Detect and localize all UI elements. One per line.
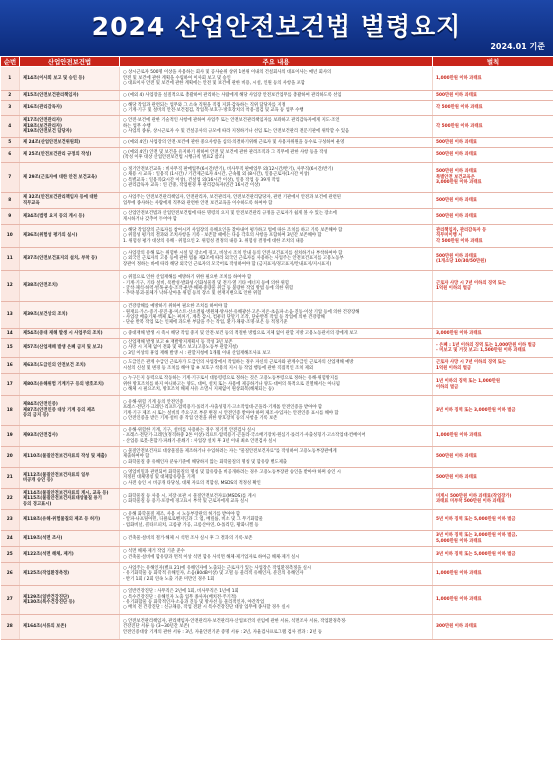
table-row [1,148,553,163]
article-name-line: 제122조(석면 해체, 제거) [23,551,74,557]
content-cell-line: ○ 3일 이상의 휴업 재해 발생 시 : 관할지청에 1개월 이내 산업재해조사표 보고 [123,350,271,356]
penalty-cell-line: 각 500만원 이하 과태료 [436,238,483,244]
content-cell-line: ○ 화학물질 등 용기·포장에 경고표시 부착 및 근로자에게 교육 실시 [123,499,249,504]
penalty-cell [433,510,553,531]
row-number: 5 [1,138,20,148]
content-cell-line: ○ 관리감독자 교육 : 연 간중, 작업변경 후 관리감독자(연간 16시간 이상) [123,182,260,188]
row-number: 20 [1,447,20,468]
row-number: 13 [1,302,20,329]
row-number: 16 [1,358,20,374]
penalty-cell [433,374,553,396]
content-cell [120,531,433,547]
content-cell-line: 안전인증대상 기계의 관한 서류 : 3년, 자율안전기준 증명 서류 : 2년, 자율검사프로그램 검사 결과 : 2년 등 [123,629,323,635]
row-number: 11 [1,248,20,271]
content-cell-line: ○ 기계·기구 및 설비의 안전·보건점검, 작업복·보호구·방호장치의 착용·점검 및 교육 등 업무 수행 [123,108,304,113]
content-cell-line: ○ 유해·위험 기계 등의 안전인증 [123,399,184,405]
penalty-cell-line: 1,000만원 이하 과태료 [436,75,482,81]
article-name [20,91,120,101]
table-row [1,586,553,615]
penalty-cell [433,586,553,615]
penalty-cell-line: 1억원 이하의 벌금 [436,365,472,371]
content-cell-line: - 기계·기구, 기타 설비, 폭발성·발화성·인화성물질 및 전기·열 기타 에너지 등에 의한 위험 [123,280,289,286]
content-cell-line: ○ 건강장해를 예방하기 위하여 필요한 조치를 하여야 함 [123,304,228,310]
penalty-cell [433,67,553,91]
article-name [20,225,120,248]
table-row [1,489,553,510]
article-name-line: 제118조(유해·위험물질의 제조 등 허가) [23,517,101,523]
version-date: 2024.01 기준 [490,42,545,51]
article-name [20,468,120,489]
table-row [1,329,553,339]
content-cell-line: - 추락·붕괴·물체가 낙하·날아올 위험 등의 장소 및 천재지변으로 인한 위험 [123,291,262,297]
row-number: 25 [1,547,20,563]
article-name-line: 제110조(물질안전보건자료의 작성 및 제출) [23,454,107,460]
content-cell-line: 업무에 종사하는 사람에게 직무와 관련한 안전 보건교육을 이수하도록 하여야 함 [123,200,273,206]
penalty-cell-line: 이하의 벌금 [436,384,459,390]
content-cell-line: - 유기화학물 등 화학적 유해인자, 소음(80dB이상) 및 고열 등 물리적 유해인자, 분진의 유해인자 [123,571,304,577]
content-cell-line: ○ 영업비밀과 관련되어 화학물질의 명칭 및 함유량을 비공개하려는 경우 고용노동부장관 승인을 받아야 하며 승인 시 [123,469,341,475]
content-cell-line: ○ 화학물질 등 사용 시, 저장·보관 시 물질안전보건자료(MSDS)를 게시 [123,493,256,499]
article-name-line: 비공개 승인 등) [23,478,53,483]
row-number: 22 [1,489,20,510]
table-row [1,396,553,426]
penalty-cell [433,148,553,163]
law-table [0,56,553,640]
table-row [1,101,553,116]
content-cell [120,358,433,374]
content-cell-line: ○ 일반건강진단 : 사무직은 2년에 1회, 비사무직은 1년에 1회 [123,589,239,595]
content-cell-line: - 프레스·전단기·크레인(정격하중 2톤 이상)·리프트·압력용기·곤돌라·국소배기장치·원심기·롤러기·사출성형기·고소작업대·컨베이어 [123,433,366,439]
content-cell-line: ○ 안전인증을 받은 기계·설비 중 작업 안전을 위한 방호장치 등의 사항을 기록 보존 [123,415,278,421]
content-cell-line: ○ 사업주는 안전보건관리책임자, 안전관리자, 보건관리자, 안전보건관리담당자, 관련 기관에서 안전과 보건에 관련된 [123,195,341,201]
table-row [1,271,553,302]
article-name-line: 직무교육 [23,200,40,206]
table-row [1,468,553,489]
penalty-cell-line: 미게시 500만원 이하 과태료(작업장가) [436,493,512,499]
table-row [1,374,553,396]
row-number: 7 [1,163,20,193]
article-name-line: 제112조(물질안전보건자료의 일부 [23,472,90,478]
content-cell [120,374,433,396]
article-name-line: 제87조(안전인증 대상 기계 등의 제조 [23,407,96,413]
penalty-cell-line: 500만원 이하 과태료 [436,152,478,158]
article-name-line: 제17조(안전관리자) [23,118,62,124]
article-name [20,209,120,225]
penalty-cell-line: 1,000만원 이하 과태료 [436,597,482,603]
article-name-line: 제 25조(안전보건관리 규정의 작성) [23,152,92,158]
article-name [20,138,120,148]
content-cell [120,225,433,248]
penalty-cell-line: 1년 이하의 징역 또는 1,000만원 [436,379,501,385]
content-cell [120,302,433,329]
article-name [20,489,120,510]
content-cell [120,426,433,447]
content-cell [120,586,433,615]
article-name [20,586,120,615]
article-name [20,163,120,193]
article-name-line: 제115조(물질안전보건자료대상물질 용기 [23,496,102,502]
table-row [1,547,553,563]
row-number: 6 [1,148,20,163]
article-name [20,358,120,374]
content-cell [120,91,433,101]
header-article: 산업안전보건법 [20,57,120,67]
penalty-cell-line: 직무미이행 시 [436,233,463,239]
article-name-line: 제15조(안전보건관리책임자) [23,92,79,98]
content-cell-line: ○ 해당 작업과 관련되는 업무와 그 소속 직원을 직접 지휘·감독하는 직위 담당자를 지정 [123,102,286,108]
title-banner [0,0,553,56]
article-name [20,329,120,339]
article-name-line: 제130조(특수건강진단 등) [23,600,75,605]
content-cell [120,271,433,302]
content-cell-line: ○ (예외 4) 사업장을 실질적으로 총괄하여 관리하는 사람에게 해당 사업장 안전보건업무를 총괄하여 관리하도록 선임 [123,92,342,98]
article-name-line: 제84조(안전인증) [23,402,58,408]
table-row [1,193,553,209]
content-cell [120,148,433,163]
article-name-line: 제37조(안전보건표지의 설치, 부착 등) [23,256,98,262]
article-name-line: 제 24조(산업안전보건위원회) [23,139,81,145]
article-name-line: 제38조(안전조치) [23,283,58,289]
row-number: 3 [1,101,20,116]
article-name-line: 제54조(중대 재해 발생 시 사업주의 조치) [23,330,103,336]
penalty-cell [433,138,553,148]
content-cell-line: - 사업장 배출기체·액체 또는 찌꺼기, 계측 감시, 컴퓨터 단말기 조작, 단순반복 작업 등 작업에 의한 건강장해 [123,315,325,320]
table-row [1,225,553,248]
penalty-cell [433,163,553,193]
content-cell-line: 기계·기구 제조 시 또는 설비의 주요구조 부분 변경 시 안전인증 받아야 하며 제조·수입자는 안전인증 표시를 해야 함 [123,410,339,416]
article-name [20,426,120,447]
article-name-line: 제164조(서류의 보존) [23,624,67,630]
row-number: 15 [1,339,20,358]
article-name-line: 제80조(유해위험 기계기구 등의 방호조치) [23,381,104,387]
article-name-line: 제14조(이사회 보고 및 승인 등) [23,75,85,81]
penalty-cell [433,447,553,468]
content-cell-line: ○ 유해·위험한 기계, 기구, 설비를 사용하는 경우 정기적 안전검사 실시 [123,427,256,433]
content-cell-line: ○ 해체 시 필요조치, 방호조치 해체 사유 소멸시 지체없이 원상회복(해체되는 등) [123,387,274,393]
penalty-cell [433,531,553,547]
row-number: 12 [1,271,20,302]
penalty-cell [433,248,553,271]
penalty-cell [433,91,553,101]
penalty-cell [433,426,553,447]
penalty-cell-line: 500만원 이하 과태료 [436,213,478,219]
row-number: 1 [1,67,20,91]
penalty-cell [433,547,553,563]
row-number: 21 [1,468,20,489]
penalty-cell-line: 각 500만원 이하 과태료 [436,123,483,129]
table-row [1,302,553,329]
content-cell-line: ○ 물질안전보건자료 대상물질을 제조하거나 수입하려는 자는 "물질안전보건자료"를 작성하여 고용노동부장관에게 [123,448,337,454]
row-number: 23 [1,510,20,531]
content-cell-line: - 원재료·가스·증기·분진·흄·미스트·산소결핍·병원체·방사선·유해광선·고온·저온·초음파·소음·진동·이상 기압 등에 의한 건강장해 [123,309,360,315]
article-name-line: 제114조(물질안전보건자료의 게시, 교육 등) [23,490,109,496]
article-name-line: 제57조(산업재해 발생 은폐 금지 및 보고) [23,345,103,351]
penalty-cell-line: - 은폐 : 1년 이하의 징역 또는 1,000만원 이하 벌금 [436,342,536,348]
content-cell-line: ○ 도급인은 관계 수급인 근로자가 도급인의 사업장에서 작업하는 경우 자신의 근로자와 관계수급인 근로자의 산업재해 예방 [123,360,354,366]
penalty-cell [433,358,553,374]
content-cell-line: (작성 이후 대상 산업안전보건법 시행규칙 별표2 참조) [123,155,225,160]
row-number: 9 [1,209,20,225]
penalty-cell-line: 500만원 이하 과태료 [436,139,478,145]
content-cell-line: ○ 건축물·설비에 함유량과 면적 이상 석면 함유 사석면 해체·제거업자로 하여금 해체·제거 실시 [123,554,300,560]
penalty-cell-line: 5,000만원 이하 과태료 [436,538,482,544]
content-cell-line: ○ 건축물·설비의 철거·해체 시 석면 조사 실시 후 그 결과의 기록·보존 [123,535,253,541]
penalty-cell [433,489,553,510]
content-cell [120,563,433,586]
content-cell [120,209,433,225]
row-number: 17 [1,374,20,396]
penalty-cell-line: 1억원 이하의 벌금 [436,286,472,291]
article-name [20,531,120,547]
article-name-line: 제125조(작업환경측정) [23,571,70,577]
content-cell-line: ○ 특별교육 : 일용직(2시간 이상), 건설업 외(16시간 이상), 일용 작업 등 39개 작업 [123,177,280,183]
table-row [1,510,553,531]
content-cell-line: ○ (예외 4인) 사업장의 안전·보건에 관한 중요사항을 심의·의결하기위해 근로자 및 사용자위원을 동수로 구성하여 운영 [123,139,345,145]
content-cell-line: 제출하여야 함 [123,454,150,460]
table-row [1,163,553,193]
article-name [20,148,120,163]
penalty-cell-line: 근로자 사망 시 7년 이하의 징역 또는 [436,360,507,366]
article-name [20,510,120,531]
table-row [1,138,553,148]
content-cell-line: - 단순 반복 작업 또는 인체에 과도한 부담을 주는 작업, 환기·채광·조명·보온 등 적정기준 [123,320,288,326]
row-number: 28 [1,615,20,640]
content-cell-line: - 산업용 로봇·혼합기·파쇄기·분쇄기 : 사업장 설치 후 3년 이내 최초 안전검사 실시 [123,438,277,444]
penalty-cell [433,271,553,302]
content-cell-line: 하는 업무 수행 [123,123,151,129]
content-cell-line: - 굴착·채석·하역·벌목·운송·조작·운반·해체·중량물 취급 등 불량한 작업 방법 등에 의한 위험 [123,286,294,291]
content-cell-line: ○ 중대재해 발생 시 즉시 해당 작업 중지 및 안전·보건 등의 적절한 방법으로 지체 없이 관할 지방 고용노동관서의 장에게 보고 [123,330,358,336]
penalty-cell-line: 3년 이하 징역 또는 3,000만원 이하 벌금 [436,407,516,413]
article-name-line: 제39조(보건상의 조치) [23,312,68,318]
article-name-line: 제119조(석면 조사) [23,535,63,541]
content-cell-line: ○ 배치 전 건강진단 : 신규채용, 작업 전환 시 특수건강진단 대상 업무에 종사할 경우 실시 [123,605,290,611]
content-cell-line: ○ 외국인 근로자의 고용 등에 관한 법률 제2조에 따라 외국인 근로자를 사용하는 사업주는 안전보건표지를 고용노동부 [123,256,344,262]
article-name-line: 등의 경고표시) [23,501,52,507]
penalty-cell-line: 각 500만원 이하 과태료 [436,105,483,111]
article-name [20,396,120,426]
article-name [20,547,120,563]
penalty-cell-line: 3,000만원 이하 과태료 [436,180,482,186]
article-name [20,116,120,138]
content-cell-line: ○ 특수건강진단 : 유해인자 노출 업무 종사자(배치전·주기적) [123,594,237,600]
article-name [20,302,120,329]
row-number: 24 [1,531,20,547]
content-cell [120,248,433,271]
penalty-cell [433,302,553,329]
table-row [1,531,553,547]
content-cell-line: ○ 상시근로자 500명 이상을 사용하는 회사 및 공사순위 상위 1천위 이내의 건설회사의 대표이사는 매년 회사의 [123,70,332,76]
row-number: 4 [1,116,20,138]
content-cell-line: ○ 산업안전보건법과 산업안전보건법에 따른 명령의 요지 및 안전보건관리 규정을 근로자가 쉽게 볼 수 있는 장소에 [123,211,337,217]
content-cell-line: 게시하거나 갖추어 두어야 함 [123,216,177,222]
content-cell [120,138,433,148]
article-name-line: 제19조(안전보건 담당자) [23,129,72,135]
table-row [1,116,553,138]
content-cell [120,396,433,426]
penalty-cell-line: 특별안전 보건교육은 [436,174,475,180]
penalty-cell-line: 500만원 이하 과태료 [436,197,478,203]
article-name [20,101,120,116]
article-name [20,193,120,209]
content-cell-line: ○ (예외 4인) 안전 및 보건을 유지하기 위하여 안전 및 보건에 관한 관리조직과 그 직무에 관한 사항 등을 작성 [123,149,328,155]
penalty-cell-line: (1개소당 10/30/50만원) [436,259,487,264]
article-name-line: 제129조(일반건강진단) [23,594,70,600]
penalty-cell-line: 근로자 사망 시 7년 이하의 징역 또는 [436,280,507,286]
penalty-cell-line: 3년 이하 징역 또는 5,000만원 이하 벌금 [436,551,516,557]
article-name-line: 제63조(도급인의 안전보건 조치) [23,362,86,368]
table-row [1,248,553,271]
penalty-cell-line: 500만원 이하 과태료 [436,454,478,460]
content-cell [120,116,433,138]
row-number: 18 [1,396,20,426]
penalty-cell [433,329,553,339]
content-cell-line: ○ 대표이사 안전 및 보건에 관한 계획에는 안전 및 보건에 관한 비용, 시설, 인원 등의 사항을 포함 [123,81,305,87]
penalty-cell [433,116,553,138]
article-name [20,339,120,358]
content-cell-line: ○ 사업주는 유해인자(별표 21)에 유해인자에 노출되는 근로자가 있는 사업장은 작업환경측정을 실시 [123,565,312,571]
row-number: 8 [1,193,20,209]
content-cell [120,468,433,489]
penalty-cell-line: 관리책임자, 관리감독자 등 [436,227,487,233]
penalty-cell-line: 500만원 이하 과태료 [436,253,478,259]
content-cell-line: ○ 석면 해체·제거 작업 기준 준수 [123,549,185,555]
row-number: 14 [1,329,20,339]
penalty-cell-line: 3,000만원 이하 과태료 [436,330,482,336]
content-cell [120,339,433,358]
penalty-cell [433,396,553,426]
content-cell-line: 건강진단 서류 등 (3~30년간 보존) [123,624,190,630]
content-cell [120,547,433,563]
page-title: 2024 산업안전보건법 벌령요지 [91,12,462,41]
content-cell-line: ○ 안전보건관리책임자, 관리책임자·안전관리자·보건관리자·산업보건의 선임에 관한 서류, 석면조사 서류, 작업환경측정· [123,618,347,624]
content-cell-line: - 알파-나프틸아민, 디클로로벤지딘과 그 염, 베릴륨, 비소 및 그 무기화합물 [123,517,263,523]
article-name [20,67,120,91]
content-cell-line: ○ 위험성 평가의 결과와 조치사항을 기록 · 보존할 때에는 다음 각호의 사항을 포함하여 3년간 보존해야 함 [123,233,322,239]
content-cell-line: ○ 유해 화학물질 제조, 사용 시 노동부장관의 허가를 받아야 함 [123,511,241,517]
table-row [1,209,553,225]
table-header-row [1,57,553,67]
content-cell-line: 프레스·전단기·크레인·리프트·압력용기·롤러기·사출성형기·고소작업대·곤돌라·기계톱 안전인증을 받아야 함 [123,405,323,411]
article-name [20,615,120,640]
article-name-line: 등의 금지 등) [23,413,49,419]
content-cell-line: ○ 채용 시 교육 : 일용직 (1시간) / 기간제근로자 4시간, 근속월 외 (8시간), 일용근로자(1시간 이상) [123,172,310,178]
table-row [1,339,553,358]
penalty-cell [433,563,553,586]
row-number: 27 [1,586,20,615]
article-name-line: 제 32조(안전보건관리책임자 등에 대한 [23,195,98,201]
content-cell-line: ○ 사업의 종류, 상시근로자 수 및 건설공사의 규모에 따라 지정하거나 선임 또는 안전보건관리 전문기관에 위탁할 수 있음 [123,129,350,135]
content-cell [120,447,433,468]
content-cell-line: ○ 정기안전보건교육 : 비사무직 판매업무(6시간/반기), 비사무직 판매업무 외(12시간/반기), 사무직(6시간/반기) [123,166,334,172]
content-cell-line: ○ 누구든지 동력으로 작동하는 기계·기구로서 대통령령으로 정하는 것은 고용노동부령으로 정하는 유해·위험방지를 [123,376,339,382]
penalty-cell [433,101,553,116]
content-cell [120,615,433,640]
table-row [1,447,553,468]
content-cell [120,329,433,339]
content-cell-line: ○ 안전·보건에 관한 기술적인 사항에 관하여 사업주 또는 안전보건관리책임자를 보좌하고 관리감독자에게 지도·조언 [123,118,340,124]
penalty-cell-line: 500만원 이하 과태료 [436,92,478,98]
penalty-cell-line: - 미보고 및 거짓 보고: 1,500만원 이하 과태료 [436,348,526,353]
table-row [1,426,553,447]
article-name [20,271,120,302]
row-number: 26 [1,563,20,586]
table-row [1,91,553,101]
content-cell-line: ○ 해당 작업장의 근로자를 참여시켜 사업장의 유해요인을 찾아내어 평가하고 법에 따른 조치를 하고 기록 보존해야 함 [123,227,343,233]
article-name-line: 제34조(법령 요지 등의 게시 등) [23,213,85,219]
article-name-line: 제18조(보건관리자) [23,123,62,129]
content-cell [120,510,433,531]
penalty-cell [433,615,553,640]
penalty-cell-line: 500만원 이하 과태료 [436,475,478,481]
content-cell-line: ○ 사전 승인 시 비공개 타당성, 대체 자료의 적합성, MSDS의 적정성 확인 [123,480,261,486]
penalty-cell-line: 1,000만원 이하 과태료 [436,433,482,439]
content-cell-line: 시설의 신설 및 변경 등 조치를 해야 함 ※ 보호구 착용의 지시 등 작업 행동에 관한 직접적인 조치 제외 [123,365,314,371]
article-name [20,248,120,271]
article-name [20,447,120,468]
row-number: 19 [1,426,20,447]
content-cell [120,163,433,193]
penalty-cell-line: 500만원 이하 과태료 [436,169,478,175]
content-cell [120,101,433,116]
content-cell-line: ○ 산업재해 발생 보고 ※ 재발방지계획서 등 작성 3년 보존 [123,339,233,345]
article-name-line: 제93조(안전검사) [23,433,58,439]
content-cell [120,193,433,209]
table-row [1,615,553,640]
penalty-cell [433,339,553,358]
content-cell-line: 위한 방호조치를 하지 아니하고는 양도, 대여, 설치 또는 사용에 제공하거나 양도·대여의 목적으로 진열해서는 아니됨 [123,381,340,387]
content-cell-line: 1. 위험성 평가 대상의 유해 · 위험요인 2. 위험성 결정의 내용 3. 위험성 결정에 대한 조치의 내용 [123,238,304,244]
content-cell-line: 장관이 정하는 바에 따라 해당 외국인 근로자의 모국어로 작성하여야 함 (금지표지/경고표지/안내표지/지시표지) [123,261,332,267]
penalty-cell-line: 과태료 미부착 500만원 이하 과태료 [436,499,505,504]
article-name [20,374,120,396]
row-number: 2 [1,91,20,101]
content-cell-line: 지정된 대체명칭 및 대체함유량을 기재 [123,475,195,481]
penalty-cell-line: 3년 이하 징역 또는 3,000만원 이하 벌금, [436,533,518,539]
penalty-cell-line: 5년 이하 징역 또는 5,000만원 이하 벌금 [436,517,516,523]
penalty-cell [433,468,553,489]
content-cell-line: - 염화비닐, 콜타르피치, 크롬광 가공, 크롬산아연, 0-톨리딘, 황화니켈 등 [123,522,259,528]
content-cell-line: ○ 화학물질 중 유해인자 분류기준에 해당하지 않는 화학물질의 명칭 및 함유량 별도제출 [123,459,288,465]
article-name-line: 제36조(위험성 평가의 실시) [23,233,78,239]
content-cell-line: ○ 사망 시 지체 없이 전화 및 팩스 보고(고용노동부 관할지청) [123,345,238,351]
article-name [20,563,120,586]
penalty-cell [433,225,553,248]
content-cell-line: - 유기화합물 등 화학적인자·소음과 진동 및 방사선 등 물리적인자, 야간작업 [123,600,265,605]
header-content: 주요 내용 [120,57,433,67]
content-cell [120,489,433,510]
penalty-cell [433,193,553,209]
article-name-line: 제16조(관리감독자) [23,105,62,111]
content-cell-line: ○ 위험으로 인한 산업재해를 예방하기 위한 필요한 조치를 하여야 함 [123,275,252,281]
header-num: 순번 [1,57,20,67]
table-row [1,563,553,586]
penalty-cell [433,209,553,225]
content-cell [120,67,433,91]
content-cell-line: ○ 사업장의 유해 또는 위험한 시설 및 장소에 경고, 비상시 조치 안내 등의 안전·보건표지를 설치하거나 부착하여야 함 [123,250,343,256]
article-name-line: 제 29조(근로자에 대한 안전 보건교육) [23,174,98,180]
header-penalty: 벌칙 [433,57,553,67]
table-row [1,358,553,374]
penalty-cell-line: 1,000만원 이하 과태료 [436,571,482,577]
table-row [1,67,553,91]
content-cell-line: 안전 및 보건에 관한 계획을 수립하여 이사회 보고 및 승인 [123,75,231,81]
penalty-cell-line: 300만원 이하 과태료 [436,624,478,630]
row-number: 10 [1,225,20,248]
content-cell-line: - 반기 1회 / 2회 연속 노출 기준 미만인 경우 1회 [123,576,215,582]
